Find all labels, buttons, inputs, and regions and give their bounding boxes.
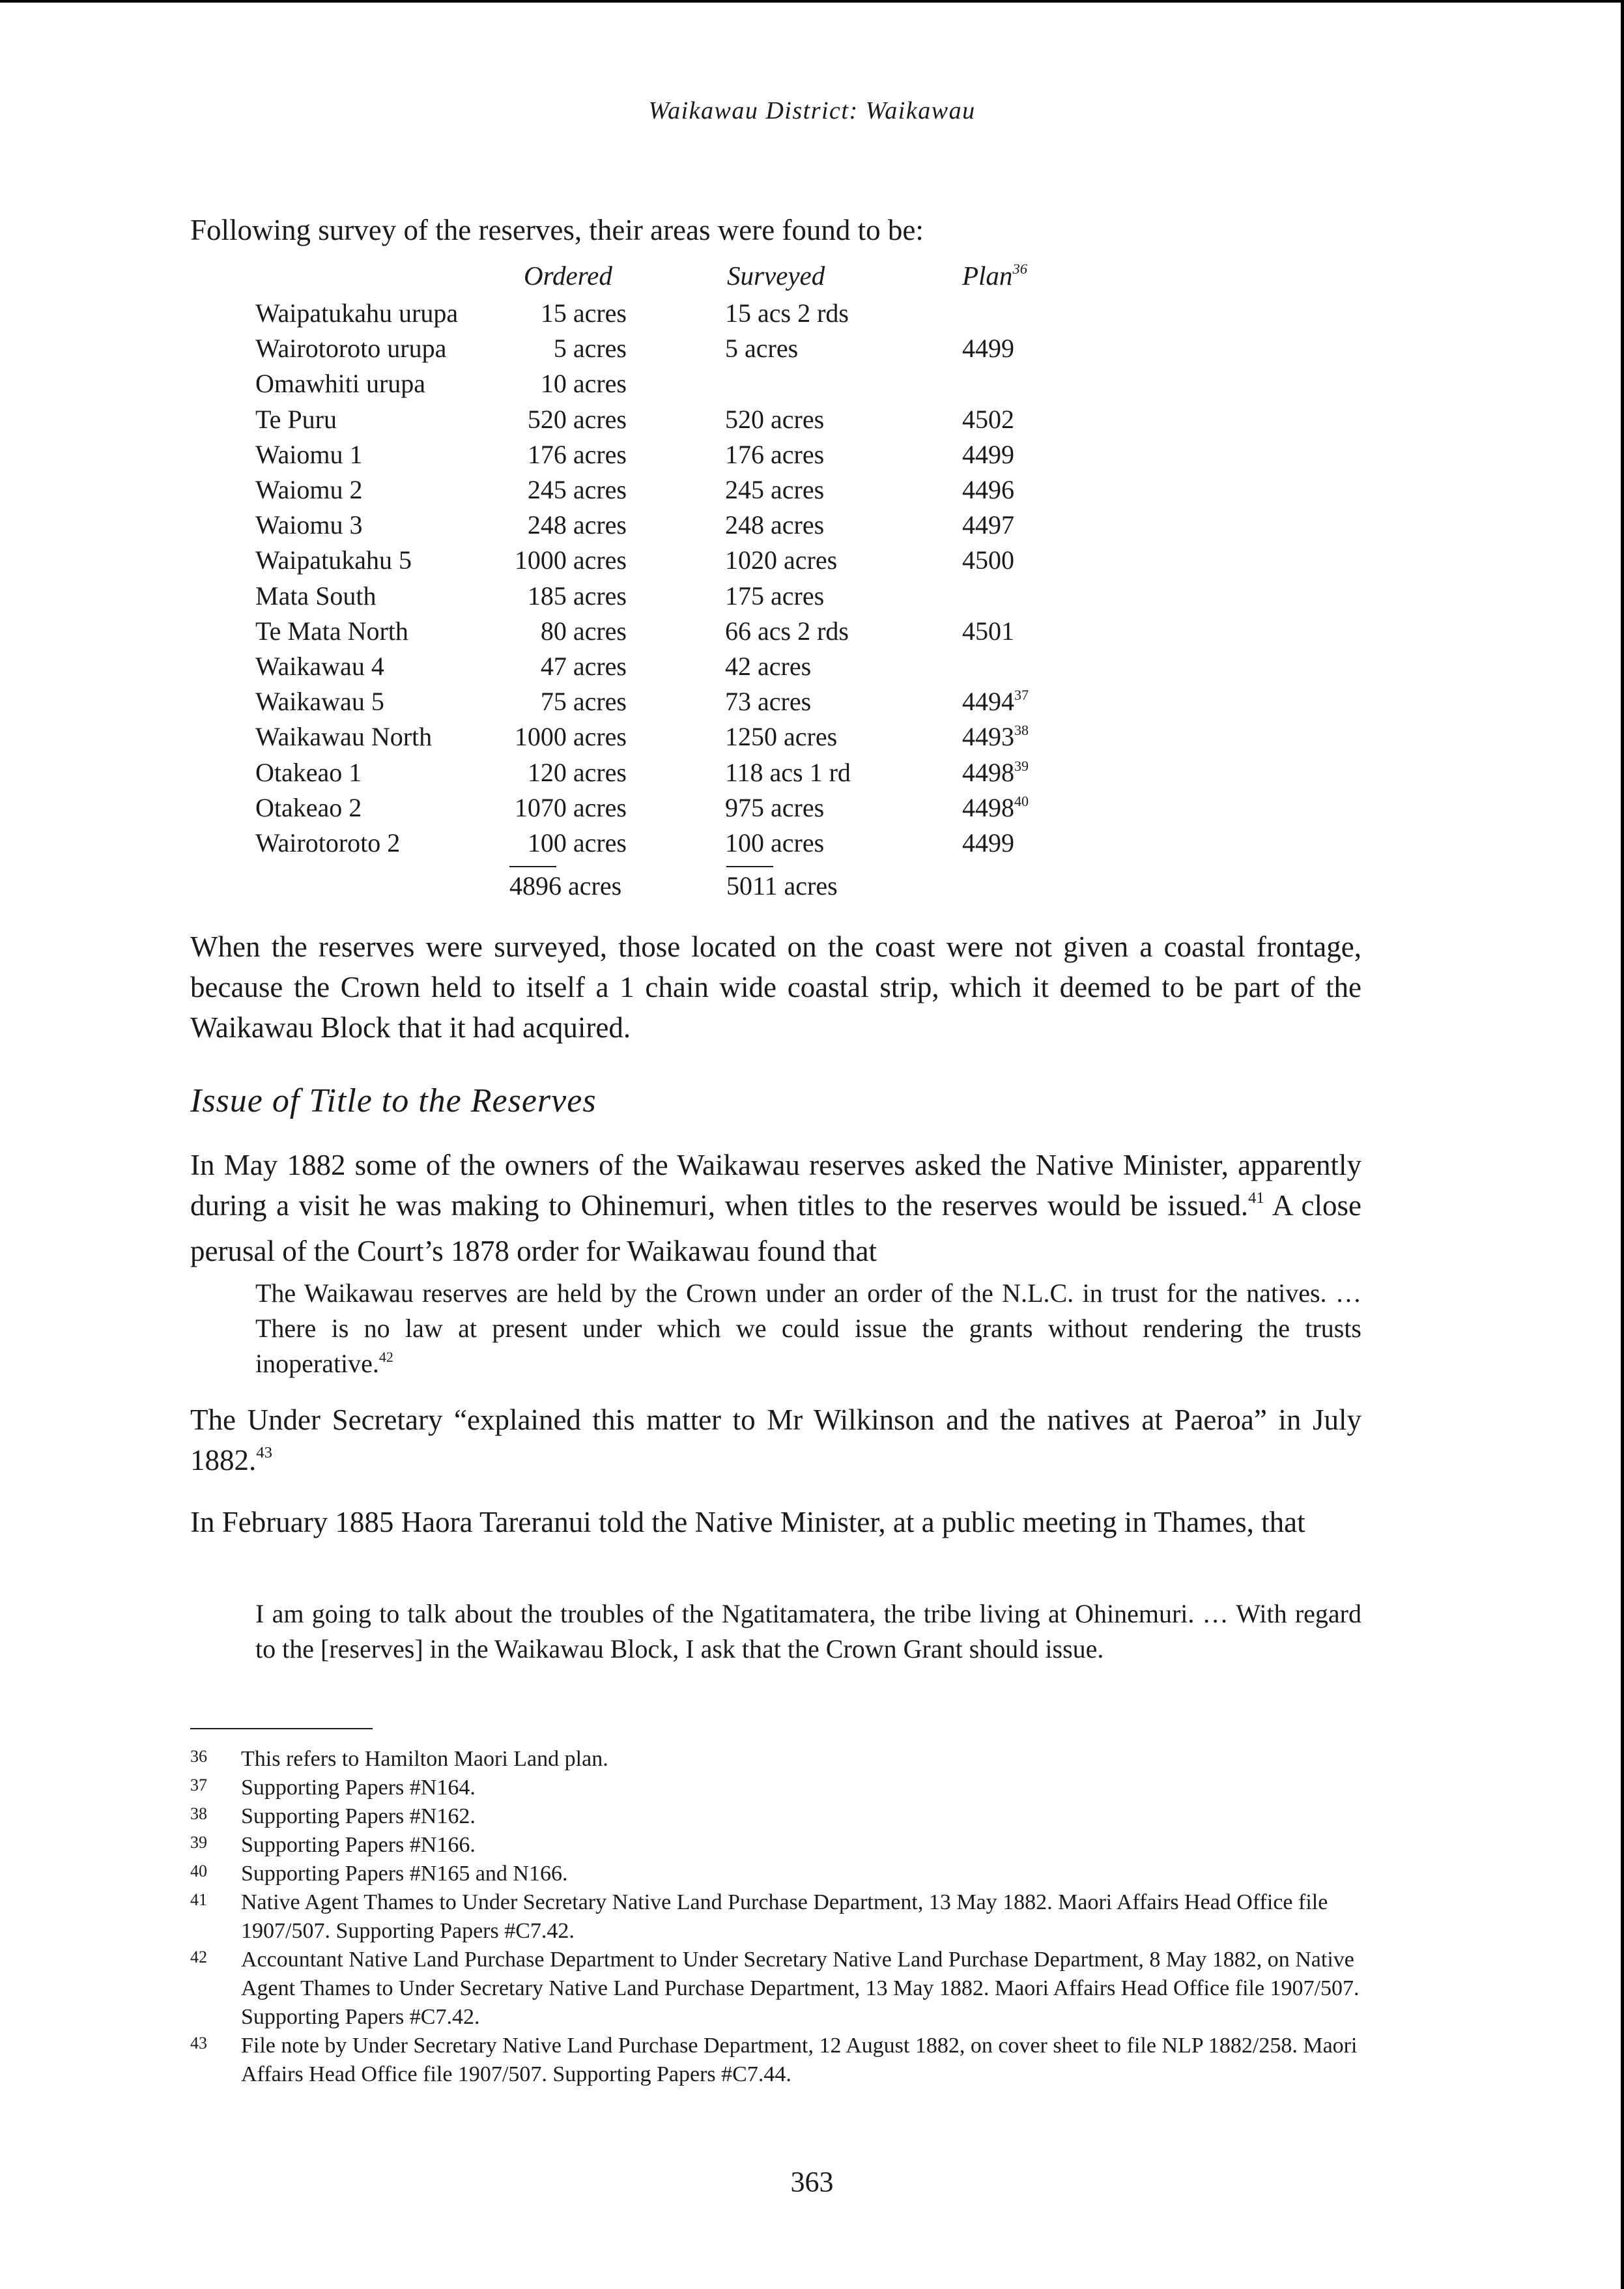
footnote-text: Supporting Papers #N166.	[241, 1833, 476, 1857]
ordered-area: 10 acres	[540, 369, 627, 398]
footnote-ref: 40	[1014, 792, 1029, 809]
surveyed-area: 15 acs 2 rds	[725, 298, 849, 328]
reserve-name: Otakeao 1	[255, 758, 362, 787]
reserve-name: Otakeao 2	[255, 793, 362, 822]
footnote-ref: 43	[256, 1444, 272, 1462]
total-rule	[726, 866, 773, 867]
footnote-rule	[190, 1728, 373, 1729]
surveyed-area: 1250 acres	[725, 722, 838, 751]
top-border	[0, 0, 1624, 3]
surveyed-area: 73 acres	[725, 687, 812, 716]
surveyed-area: 66 acs 2 rds	[725, 616, 849, 646]
reserve-name: Omawhiti urupa	[255, 369, 426, 398]
plan-number	[962, 721, 1029, 757]
ordered-area: 176 acres	[527, 440, 627, 469]
footnote-number: 42	[190, 1948, 207, 1966]
header-plan: Plan$^{36}$	[962, 261, 1027, 291]
header-surveyed: Surveyed	[727, 261, 825, 291]
ordered-area: 47 acres	[540, 652, 627, 681]
ordered-area: 248 acres	[527, 510, 627, 540]
plan-value: 4498	[962, 793, 1014, 822]
total-rule	[509, 866, 556, 867]
plan-value: 4498	[962, 758, 1014, 787]
plan-number	[962, 792, 1029, 828]
right-border	[1621, 0, 1624, 2289]
total-surveyed: 5011 acres	[726, 871, 838, 900]
plan-number: 4499	[962, 334, 1014, 363]
surveyed-area: 100 acres	[725, 828, 825, 857]
ordered-area: 100 acres	[527, 828, 627, 857]
ordered-area: 75 acres	[540, 687, 627, 716]
reserve-name: Te Mata North	[255, 616, 408, 646]
footnote-text: Supporting Papers #N165 and N166.	[241, 1862, 568, 1886]
footnote-number: 39	[190, 1833, 207, 1852]
ordered-area: 120 acres	[527, 758, 627, 787]
reserve-name: Te Puru	[255, 405, 337, 434]
ordered-area: 1000 acres	[514, 545, 627, 575]
coastal-paragraph: When the reserves were surveyed, those located on the coast were not given a coastal frontage, because the Crown held to itself a 1 chain wide coastal strip, which it deemed to be part of the Waikawau Block that it had acquired.	[190, 930, 1361, 1044]
surveyed-area: 175 acres	[725, 581, 825, 611]
reserve-name: Waikawau 4	[255, 652, 384, 681]
footnote-number: 40	[190, 1862, 207, 1880]
surveyed-area: 176 acres	[725, 440, 825, 469]
reserve-name: Mata South	[255, 581, 377, 611]
header-ordered: Ordered	[524, 261, 612, 291]
footnote-number: 41	[190, 1890, 207, 1909]
footnote-ref: 39	[1014, 757, 1029, 774]
reserve-name: Waikawau North	[255, 722, 433, 751]
footnote-number: 38	[190, 1804, 207, 1823]
footnote-number: 36	[190, 1747, 207, 1766]
section-heading: Issue of Title to the Reserves	[190, 1082, 597, 1119]
reserve-name: Waikawau 5	[255, 687, 384, 716]
under-secretary-paragraph: The Under Secretary “explained this matter to Mr Wilkinson and the natives at Paeroa” in July 1882.43	[190, 1404, 1361, 1476]
ordered-area: 80 acres	[540, 616, 627, 646]
plan-value: 4493	[962, 722, 1014, 751]
ordered-area: 520 acres	[527, 405, 627, 434]
plan-value: 4494	[962, 687, 1014, 716]
footnote-ref: 41	[1248, 1189, 1264, 1207]
footnote-text: This refers to Hamilton Maori Land plan.	[241, 1747, 608, 1771]
plan-number: 4496	[962, 475, 1014, 504]
quote-haora: I am going to talk about the troubles of the Ngatitamatera, the tribe living at Ohinemuri. … With regard to the [reserves] in the Waikawau Block, I ask that the Crown Grant should issue.	[255, 1599, 1361, 1663]
footnote-ref: 38	[1014, 721, 1029, 738]
reserve-name: Waiomu 3	[255, 510, 363, 540]
page-number: 363	[790, 2166, 834, 2198]
plan-number: 4502	[962, 405, 1014, 434]
may-1882-paragraph: In May 1882 some of the owners of the Waikawau reserves asked the Native Minister, apparently during a visit he was making to Ohinemuri, when titles to the reserves would be issued.$^{41}$ A close perusal of the Court’s 1878 order for Waikawau found that	[190, 1149, 1361, 1267]
surveyed-area: 248 acres	[725, 510, 825, 540]
plan-number: 4500	[962, 545, 1014, 575]
february-1885-paragraph: In February 1885 Haora Tareranui told the Native Minister, at a public meeting in Thames, that	[190, 1506, 1305, 1538]
footnote-text: File note by Under Secretary Native Land Purchase Department, 12 August 1882, on cover sheet to file NLP 1882/258. Maori Affairs Head Office file 1907/507. Supporting Papers #C7.44.	[241, 2034, 1358, 2086]
plan-number	[962, 756, 1029, 793]
surveyed-area: 245 acres	[725, 475, 825, 504]
surveyed-area: 42 acres	[725, 652, 812, 681]
footnote-text: Supporting Papers #N162.	[241, 1804, 476, 1828]
ordered-area: 5 acres	[553, 334, 627, 363]
plan-number	[962, 685, 1029, 722]
ordered-area: 185 acres	[527, 581, 627, 611]
reserve-name: Waiomu 2	[255, 475, 363, 504]
footnote-number: 43	[190, 2034, 207, 2052]
running-head: Waikawau District: Waikawau	[648, 97, 976, 124]
footnote-ref: 37	[1014, 686, 1029, 703]
ordered-area: 1000 acres	[514, 722, 627, 751]
reserve-name: Wairotoroto urupa	[255, 334, 447, 363]
plan-number: 4497	[962, 510, 1014, 540]
reserve-name: Waiomu 1	[255, 440, 363, 469]
reserve-name: Waipatukahu urupa	[255, 298, 459, 328]
plan-number: 4501	[962, 616, 1014, 646]
ordered-area: 245 acres	[527, 475, 627, 504]
surveyed-area: 520 acres	[725, 405, 825, 434]
intro-paragraph: Following survey of the reserves, their areas were found to be:	[190, 214, 924, 246]
reserves-table	[0, 0, 1624, 912]
reserve-name: Wairotoroto 2	[255, 828, 401, 857]
surveyed-area: 1020 acres	[725, 545, 838, 575]
surveyed-area: 5 acres	[725, 334, 799, 363]
reserve-name: Waipatukahu 5	[255, 545, 412, 575]
footnote-ref: 42	[378, 1348, 393, 1365]
ordered-area: 15 acres	[540, 298, 627, 328]
surveyed-area: 975 acres	[725, 793, 825, 822]
total-ordered: 4896 acres	[509, 871, 622, 900]
footnote-text: Native Agent Thames to Under Secretary Native Land Purchase Department, 13 May 1882. Maori Affairs Head Office file 1907/507. Supporting Papers #C7.42.	[241, 1890, 1328, 1943]
ordered-area: 1070 acres	[514, 793, 627, 822]
plan-number: 4499	[962, 828, 1014, 857]
plan-number: 4499	[962, 440, 1014, 469]
surveyed-area: 118 acs 1 rd	[725, 758, 851, 787]
footnote-text: Accountant Native Land Purchase Department to Under Secretary Native Land Purchase Department, 8 May 1882, on Native Agent Thames to Under Secretary Native Land Purchase Department, 13 May 1882. Maori Affairs Head Office file 1907/507. Supporting Papers #C7.42.	[241, 1948, 1360, 2029]
quote-trusts: The Waikawau reserves are held by the Crown under an order of the N.L.C. in trust for the natives. … There is no law at present under which we could issue the grants without rendering the trusts inoperative.$^{42}$	[255, 1278, 1361, 1378]
footnote-text: Supporting Papers #N164.	[241, 1776, 476, 1800]
footnote-number: 37	[190, 1776, 207, 1794]
